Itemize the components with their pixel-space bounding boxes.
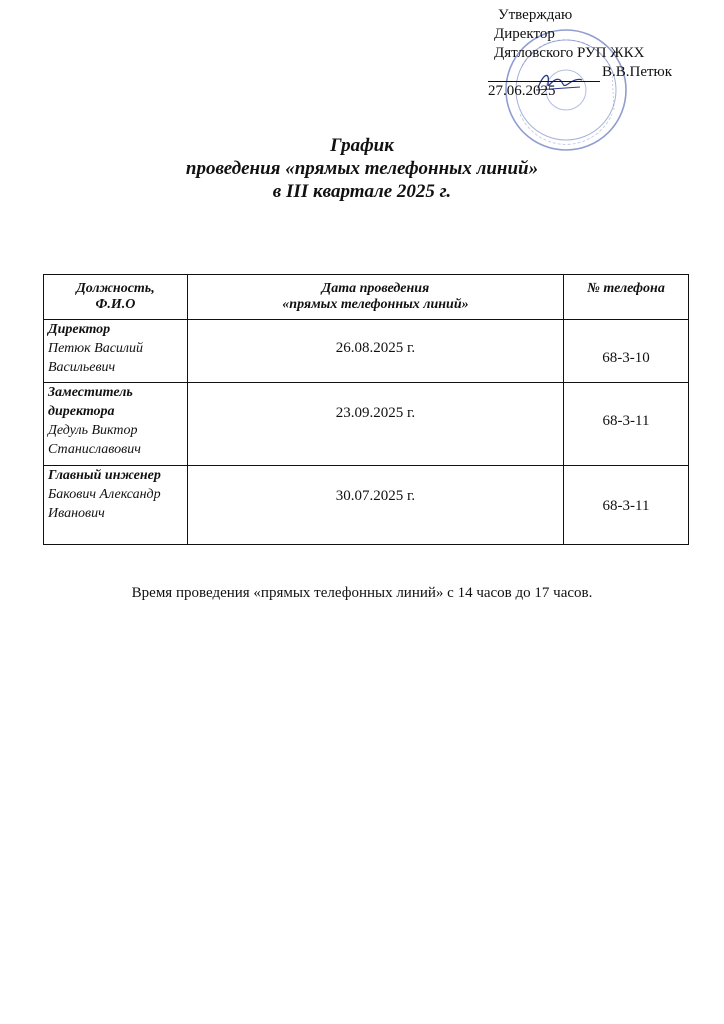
phone-cell: 68-3-10 — [563, 320, 688, 383]
schedule-table — [43, 274, 689, 545]
table-row — [44, 320, 689, 383]
date-cell: 26.08.2025 г. — [187, 320, 563, 383]
header-position-label: Должность, — [76, 281, 155, 296]
approval-word: Утверждаю — [498, 7, 573, 23]
date-cell: 23.09.2025 г. — [187, 383, 563, 466]
signature-underline — [488, 67, 600, 82]
header-date — [187, 275, 563, 320]
person-position: Заместитель директора — [48, 385, 133, 419]
person-cell — [44, 466, 188, 545]
person-fio: Дедуль Виктор Станиславович — [48, 423, 141, 457]
person-fio: Бакович Александр Иванович — [48, 487, 161, 521]
header-date-label: Дата проведения — [321, 281, 430, 296]
approval-block — [488, 6, 708, 101]
approval-signature-line — [488, 63, 708, 82]
document-title — [0, 134, 724, 203]
title-line-1: График — [330, 135, 394, 156]
header-position-fio — [44, 275, 188, 320]
table-row — [44, 383, 689, 466]
person-position: Главный инженер — [48, 468, 161, 483]
approval-date: 27.06.2025 — [488, 83, 556, 99]
title-line-3: в III квартале 2025 г. — [272, 181, 452, 202]
person-cell — [44, 320, 188, 383]
footer-note: Время проведения «прямых телефонных линий» с 14 часов до 17 часов. — [131, 585, 593, 601]
header-phone: № телефона — [563, 275, 688, 320]
title-line-2: проведения «прямых телефонных линий» — [185, 158, 539, 179]
phone-cell: 68-3-11 — [563, 383, 688, 466]
approval-organization: Дятловского РУП ЖКХ — [494, 45, 645, 61]
header-fio-label: Ф.И.О — [95, 297, 136, 312]
person-cell — [44, 383, 188, 466]
table-header-row — [44, 275, 689, 320]
person-position: Директор — [48, 322, 111, 337]
date-cell: 30.07.2025 г. — [187, 466, 563, 545]
person-fio: Петюк Василий Васильевич — [48, 341, 144, 375]
table-row — [44, 466, 689, 545]
phone-cell: 68-3-11 — [563, 466, 688, 545]
approval-signer: В.В.Петюк — [602, 64, 673, 80]
approval-position: Директор — [494, 26, 555, 42]
header-date-sublabel: «прямых телефонных линий» — [282, 297, 469, 312]
